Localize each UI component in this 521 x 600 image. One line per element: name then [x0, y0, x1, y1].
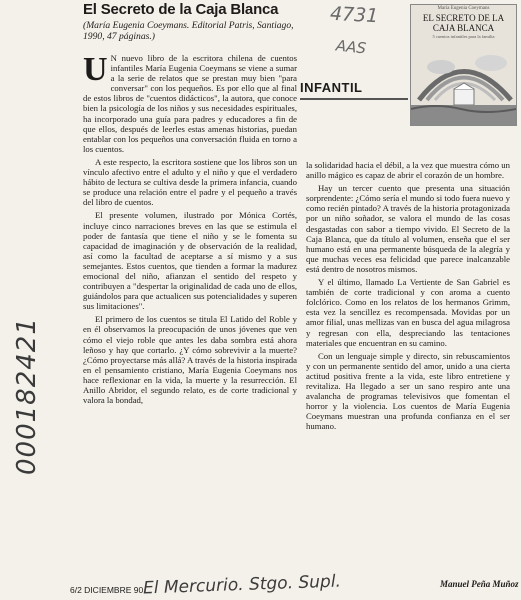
paragraph-8: Con un lenguaje simple y directo, sin rebuscamientos y con un permanente sentido del amor, unido a una cierta actitud positiva frente a la vida, este libro entretiene y revitaliza. Ha llegado a ser un sano respiro ante una avalancha de programas televisivos que fomentan el horror y la violencia. Los cuentos de María Eugenia Coeymans muestran una profunda confianza en el ser humano.: [306, 350, 510, 432]
handwritten-top-note: 4731: [329, 2, 379, 28]
drop-cap: U: [83, 51, 108, 88]
handwritten-side-number: [6, 215, 46, 475]
side-number-text: 000182421: [12, 317, 42, 475]
book-cover-illustration: [411, 5, 516, 125]
book-cover-title: EL SECRETO DE LA CAJA BLANCA: [422, 13, 505, 33]
paragraph-3: El presente volumen, ilustrado por Mónica Cortés, incluye cinco narraciones breves en las que se estimula el poder de fantasía que tiene el niño y se le fomenta su capacidad de imaginación y de observación de la realidad, así como la facultad de aceptarse a sí mismo y a sus semejantes. Estos cuentos, que tienden a formar la madurez emocional del niño, afianzan el sentido del respeto y contribuyen a "despertar la originalidad de cada uno de ellos, guiándolos para que actualicen sus potencialidades y superen sus limitaciones".: [83, 210, 297, 312]
right-column: [306, 160, 510, 434]
book-cover-author: María Eugenia Coeymans: [437, 6, 490, 11]
section-rule: [300, 98, 408, 100]
date-stamp: 6/2 DICIEMBRE 90: [70, 585, 144, 595]
book-cover-subtitle: 5 cuentos infantiles para la familia: [432, 34, 495, 39]
paragraph-7: Y el último, llamado La Vertiente de San Gabriel es también de corte tradicional y con aroma a cuento folclórico. Como en los relatos de los hermanos Grimm, esta vez la sencillez es recompensada. Movidas por un amor filial, unas mellizas van en busca del agua milagrosa y regresan con ella, despreciando las tentaciones materiales que encuentran en su camino.: [306, 277, 510, 348]
handwritten-source-note: El Mercurio. Stgo. Supl.: [142, 571, 342, 599]
book-cover-image: [410, 4, 517, 126]
section-label: INFANTIL: [300, 80, 363, 95]
paragraph-1-text: N nuevo libro de la escritora chilena de cuentos infantiles María Eugenia Coeymans se viene a sumar a la serie de relatos que se prestan muy bien "para conversar" con los pequeños. Es por ello que al final de estos libros de "cuentos didácticos", la autora, que conoce bien la psicología de los niños y sus necesidades espirituales, ha incorporado una guía para padres y educadores a fin de que ellos, después de leerles estas amenas historias, puedan entablar con los pequeños una conversación fluida en torno a los cuentos.: [83, 53, 297, 154]
handwritten-mid-note: AAS: [335, 36, 367, 58]
byline: Manuel Peña Muñoz: [440, 579, 519, 589]
article-meta: (María Eugenia Coeymans. Editorial Patris, Santiago, 1990, 47 páginas.): [83, 20, 294, 42]
paragraph-5: la solidaridad hacia el débil, a la vez que muestra cómo un anillo mágico es capaz de abrir el corazón de un hombre.: [306, 160, 510, 181]
paragraph-1: [83, 53, 297, 154]
article-title: El Secreto de la Caja Blanca: [83, 1, 279, 18]
paragraph-6: Hay un tercer cuento que presenta una situación sorprendente: ¿Cómo sería el mundo si todo fuera nuevo y como recién pintado? A través de la historia protagonizada por un niño soñador, se valora el mundo de las cosas desgastadas con sabor a tiempo vivido. El Secreto de la Caja Blanca, que da título al volumen, enseña que el ser humano está en una permanente búsqueda de la alegría y que muchas veces esa felicidad que parece inalcanzable está dentro de nosotros mismos.: [306, 183, 510, 274]
paragraph-4: El primero de los cuentos se titula El Latido del Roble y en él observamos la preocupación de unos jóvenes que ven cómo el viejo roble que antes les daba sombra está ahora leñoso y hay que cortarlo. ¿Y cómo sobrevivir a la muerte? ¿Cómo proyectarse más allá? A través de la historia inspirada en el pensamiento cristiano, María Eugenia Coeymans nos hace reflexionar en la vida, la muerte y la resurrección. El Anillo Abridor, el segundo relato, es de corte tradicional y valora la bondad,: [83, 314, 297, 406]
left-column: [83, 53, 297, 408]
paragraph-2: A este respecto, la escritora sostiene que los libros son un vínculo afectivo entre el adulto y el niño y que el verdadero hábito de lectura se cultiva desde la primera infancia, cuando se produce una relación entre el padre y el pequeño a través del libro de cuentos.: [83, 156, 297, 208]
